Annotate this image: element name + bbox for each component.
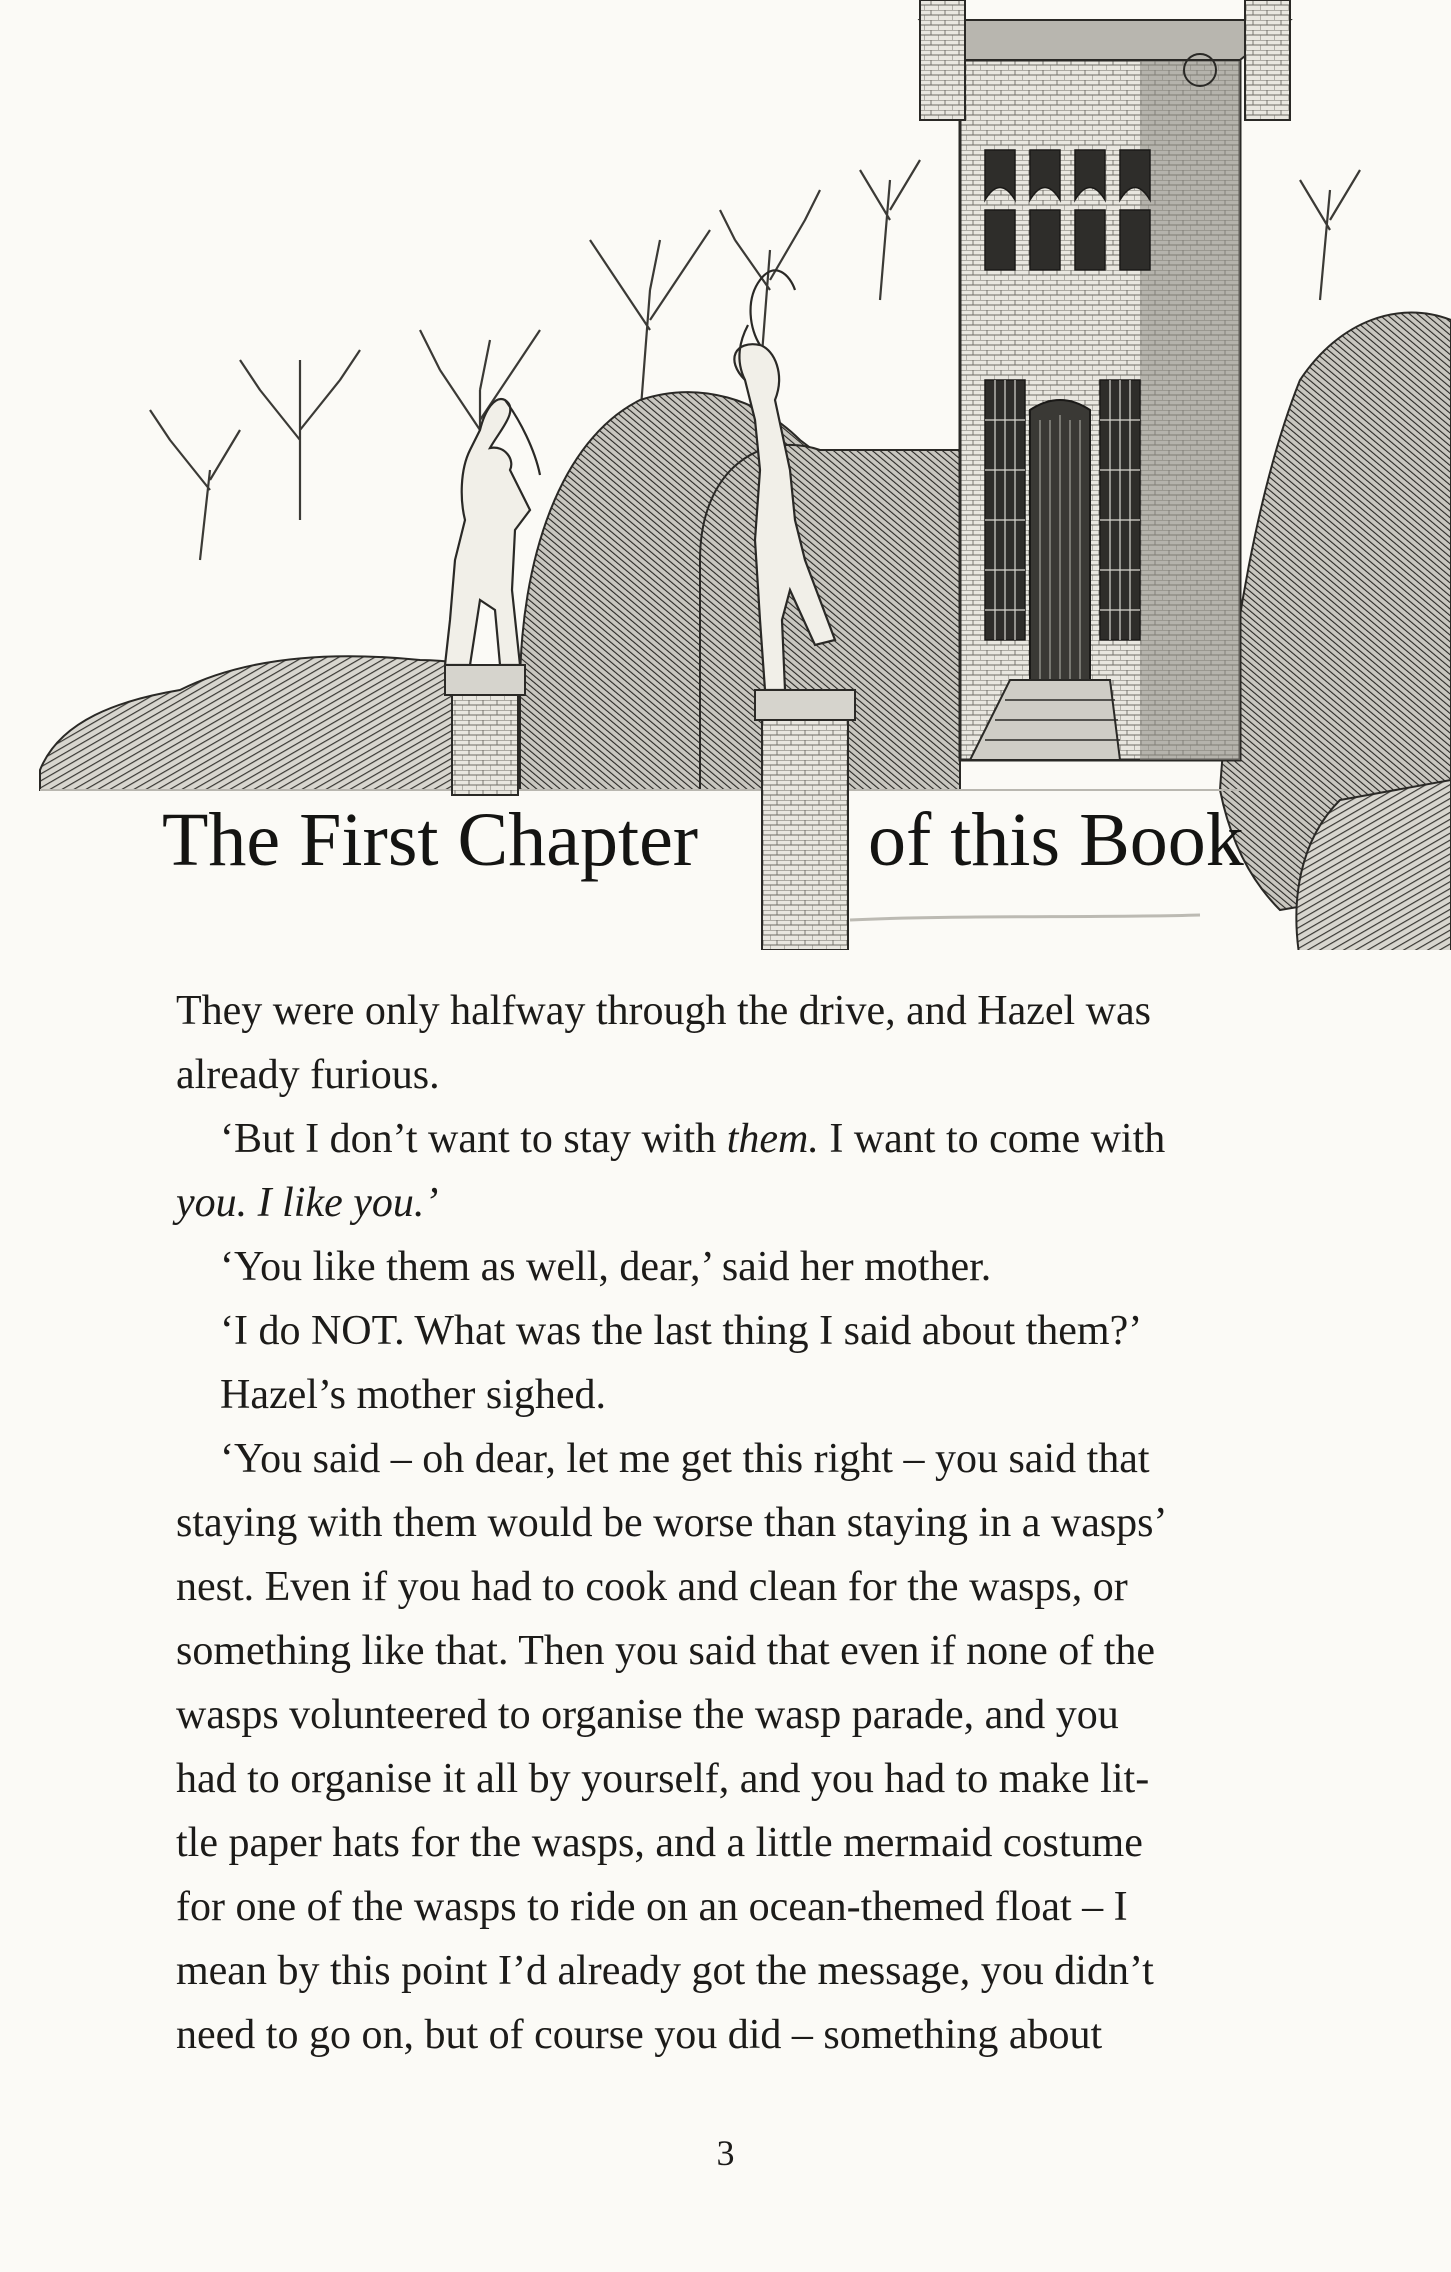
text-line: staying with them would be worse than staying in a wasps’ xyxy=(176,1500,1168,1546)
plinth-center xyxy=(755,690,855,950)
chapter-title: The First Chapter xyxy=(162,798,699,882)
text-line: had to organise it all by yourself, and you had to make lit- xyxy=(176,1756,1150,1802)
text-line: ‘I do NOT. What was the last thing I said about them?’ xyxy=(220,1308,1143,1354)
plinth-left xyxy=(445,665,525,795)
text-line: Hazel’s mother sighed. xyxy=(220,1372,607,1418)
text-line: something like that. Then you said that even if none of the xyxy=(176,1628,1156,1674)
page-number: 3 xyxy=(716,2133,735,2173)
text-line: mean by this point I’d already got the message, you didn’t xyxy=(176,1948,1154,1994)
chapter-title-continued: of this Book xyxy=(868,798,1244,882)
text-line: you. I like you.’ xyxy=(176,1180,439,1226)
text-line: for one of the wasps to ride on an ocean-themed float – I xyxy=(176,1884,1128,1930)
text-line: wasps volunteered to organise the wasp parade, and you xyxy=(176,1692,1119,1738)
text-line: tle paper hats for the wasps, and a little mermaid costume xyxy=(176,1820,1143,1866)
text-line: need to go on, but of course you did – something about xyxy=(176,2012,1103,2058)
text-line: already furious. xyxy=(176,1052,440,1098)
text-line: They were only halfway through the drive, and Hazel was xyxy=(176,988,1151,1034)
text-line: ‘You like them as well, dear,’ said her mother. xyxy=(220,1244,992,1290)
text-line: ‘But I don’t want to stay with them. I want to come with xyxy=(220,1116,1166,1162)
text-line: nest. Even if you had to cook and clean for the wasps, or xyxy=(176,1564,1128,1610)
text-line: ‘You said – oh dear, let me get this right – you said that xyxy=(220,1436,1150,1482)
tower xyxy=(920,0,1290,760)
